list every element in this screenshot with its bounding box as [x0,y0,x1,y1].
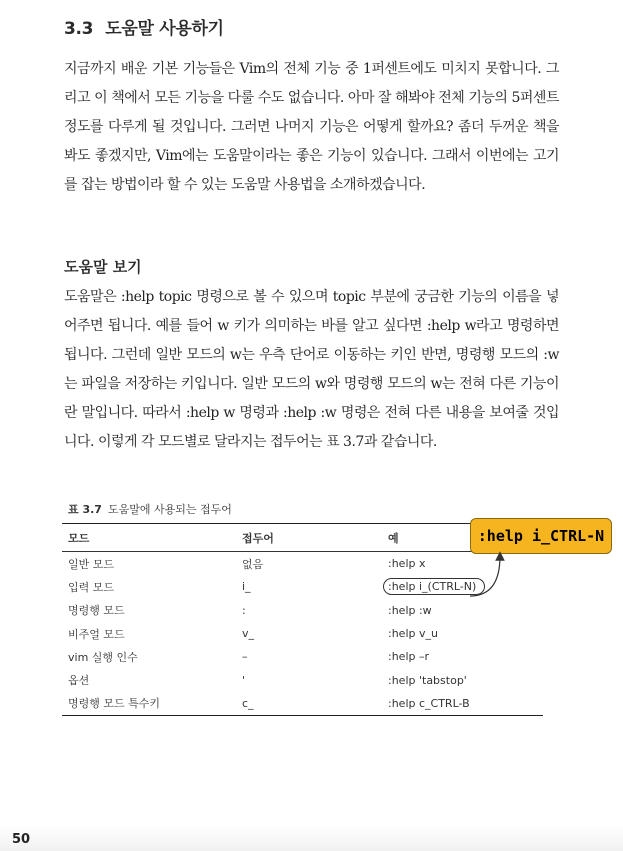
cell-example: :help –r [388,650,430,664]
cell-prefix: : [242,603,246,617]
header-prefix: 접두어 [236,524,382,552]
footer-band [0,825,623,851]
cell-prefix: i_ [242,580,251,594]
cell-mode: 일반 모드 [68,557,115,571]
section-number: 3.3 [64,19,94,39]
table-caption-label: 표 3.7 [68,503,102,516]
table-row [62,599,543,622]
table-caption-text: 도움말에 사용되는 접두어 [107,503,232,516]
table-row [62,622,543,645]
cell-mode: vim 실행 인수 [68,650,138,664]
cell-prefix: – [242,650,248,664]
page-number: 50 [12,832,31,847]
header-mode: 모드 [62,524,236,552]
cell-mode: 옵션 [68,674,90,688]
section-title-text: 도움말 사용하기 [105,19,224,39]
subsection-title: 도움말 보기 [64,258,142,276]
circled-example: :help i_(CTRL-N) [383,578,485,595]
table-row [62,645,543,668]
section-title [64,14,224,39]
cell-prefix: ' [242,673,246,687]
help-paragraph: 도움말은 :help topic 명령으로 볼 수 있으며 topic 부분에 궁금한 기능의 이름을 넣어주면 됩니다. 예를 들어 w 키가 의미하는 바를 알고 싶다면 :help w라고 명령하면 됩니다. 그런데 일반 모드의 w는 우측 단어로 이동하는 키인 반면, 명령행 모드의 :w는 파일을 저장하는 키입니다. 일반 모드의 w와 명령행 모드의 w는 전혀 다른 기능이란 말입니다. 따라서 :help w 명령과 :help :w 명령은 전혀 다른 내용을 보여줄 것입니다. 이렇게 각 모드별로 달라지는 접두어는 표 3.7과 같습니다. [64,289,559,450]
table-row [62,668,543,691]
cell-prefix: v_ [242,627,255,641]
callout-box: :help i_CTRL-N [470,518,612,554]
cell-mode: 입력 모드 [68,580,115,594]
cell-prefix: 없음 [242,557,264,571]
cell-example: :help c_CTRL-B [388,696,470,710]
cell-example: :help :w [388,603,432,617]
cell-mode: 명령행 모드 [68,604,125,618]
callout-arrow-icon [460,552,520,602]
header-example: 예 [382,524,543,552]
cell-prefix: c_ [242,696,254,710]
table-row [62,692,543,716]
cell-example: :help v_u [388,627,438,641]
intro-paragraph: 지금까지 배운 기본 기능들은 Vim의 전체 기능 중 1퍼센트에도 미치지 못합니다. 그리고 이 책에서 모든 기능을 다룰 수도 없습니다. 아마 잘 해봐야 전체 기능의 5퍼센트 정도를 다루게 될 것입니다. 그러면 나머지 기능은 어떻게 할까요? 좀더 두꺼운 책을 봐도 좋겠지만, Vim에는 도움말이라는 좋은 기능이 있습니다. 그래서 이번에는 고기를 잡는 방법이라 할 수 있는 도움말 사용법을 소개하겠습니다. [64,61,559,193]
cell-mode: 명령행 모드 특수키 [68,697,161,711]
cell-mode: 비주얼 모드 [68,627,125,641]
table-caption [68,501,232,517]
cell-example: :help x [388,557,426,571]
cell-example: :help 'tabstop' [388,673,467,687]
